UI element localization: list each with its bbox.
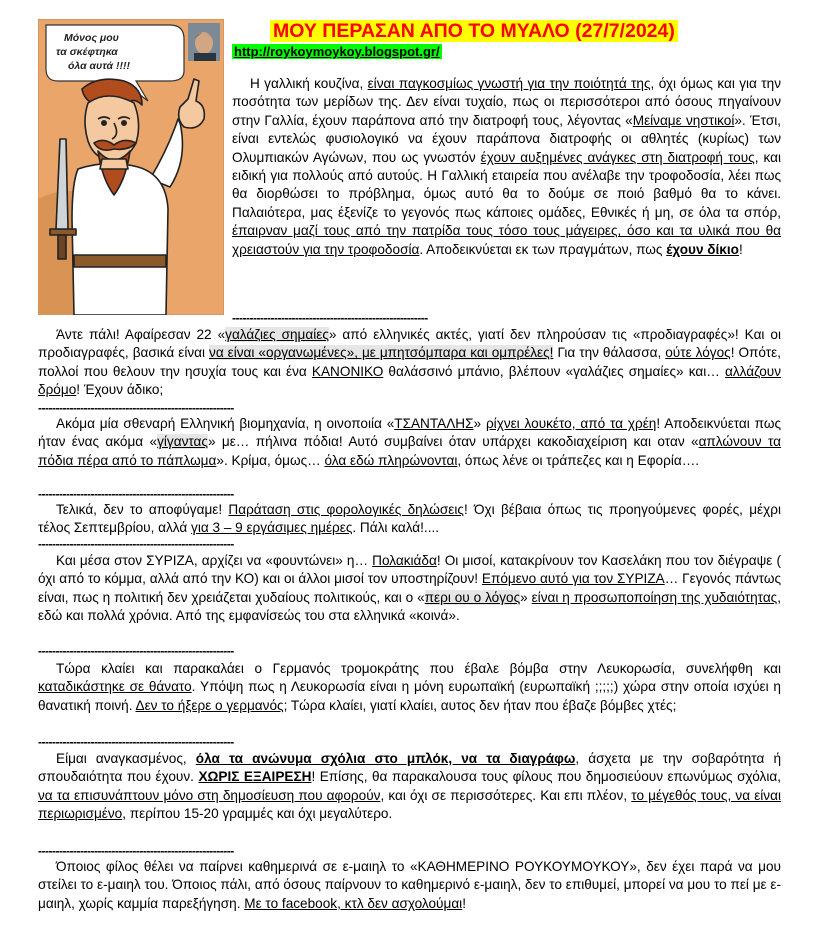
emphasized-text: ΧΩΡΙΣ ΕΞΑΙΡΕΣΗ	[198, 769, 312, 785]
separator-line: --------------------------------------------------------	[38, 645, 234, 657]
paragraph-text: Και μέσα στον ΣΥΡΙΖΑ, αρχίζει να «φουντώνει» η…	[56, 553, 373, 568]
emphasized-text: αλλάζουν δρόμο	[38, 363, 781, 398]
article-paragraph	[38, 326, 781, 400]
separator-line: --------------------------------------------------------	[38, 402, 234, 414]
paragraph-text: Τώρα κλαίει και παρακαλάει ο Γερμανός τρομοκράτης που έβαλε βόμβα στην Λευκορωσία, συνελήφθη και	[56, 661, 781, 676]
article-paragraph	[38, 750, 781, 824]
paragraph-text: ! Επίσης, θα παρακαλουσα τους φίλους που δημοσιεύουν επωνύμως σχόλια,	[311, 769, 782, 785]
emphasized-text: ΤΣΑΝΤΑΛΗΣ	[394, 416, 474, 431]
paragraph-text: , άσχετα με την σοβαρότητα ή σπουδαιότητα που έχουν.	[38, 751, 781, 785]
paragraph-text: . Πάλι καλά!....	[352, 520, 440, 536]
separator-line: --------------------------------------------------------	[38, 538, 234, 550]
separator-line: --------------------------------------------------------	[38, 488, 234, 500]
paragraph-text: , όχι όμως και για την ποσότητα των μερίδων της. Δεν είναι τυχαίο, πως οι περισσότεροι από όσους πηγαίνουν στην Γαλλία, έχουν παράπονα από την διατροφή τους, λέγοντας «	[232, 76, 781, 128]
emphasized-text: απλώνουν τα πόδια πέρα από το πάπλωμα	[38, 434, 782, 468]
paragraph-text: ! Έχουν άδικο;	[76, 382, 164, 398]
paragraph-text: ! Αποδεικνύεται πως ήταν ένας ακόμα «	[38, 416, 782, 450]
paragraph-text: , και όχι σε περισσότερες. Και επι πλέον,	[380, 787, 632, 803]
emphasized-text: είναι παγκοσμίως γνωστή για την ποιότητά της	[367, 76, 651, 91]
separator-line: --------------------------------------------------------	[38, 845, 234, 857]
speech-line-1: Μόνος μου	[64, 32, 119, 44]
cartoon-illustration	[38, 19, 224, 315]
paragraph-text: !	[738, 241, 743, 257]
author-photo	[188, 23, 220, 61]
paragraph-text: ! Όχι βέβαια όπως τις προηγούμενες φορές, μέχρι τέλος Σεπτεμβρίου, αλλά	[38, 502, 781, 536]
emphasized-text: Επόμενο αυτό για τον ΣΥΡΙΖΑ	[481, 571, 665, 587]
emphasized-text: Πολακιάδα	[372, 553, 437, 568]
emphasized-text: ΚΑΝΟΝΙΚΟ	[311, 363, 384, 379]
paragraph-text: »	[473, 416, 486, 431]
paragraph-text: »	[520, 589, 532, 605]
emphasized-text: Παράταση στις φορολογικές δηλώσεις	[228, 502, 464, 517]
emphasized-text: να είναι «οργανωμένες», με μπητσόμπαρα και ομπρέλες!	[209, 345, 554, 361]
emphasized-text: Δεν το ήξερε ο γερμανός	[135, 697, 284, 713]
paragraph-text: Είμαι αναγκασμένος,	[56, 751, 196, 766]
emphasized-text: καταδικάστηκε σε θάνατο	[38, 679, 192, 695]
article-paragraph	[38, 858, 781, 913]
article-paragraph	[38, 415, 781, 470]
paragraph-text: ». Κρίμα, όμως…	[216, 452, 325, 468]
paragraph-text: Η γαλλική κουζίνα,	[250, 76, 368, 91]
blog-link[interactable]: http://roykoymoykoy.blogspot.gr/	[234, 44, 440, 59]
paragraph-text: , και ειδική για πολλούς από αυτούς. Η Γαλλική εταιρεία που ανέλαβε την τροφοδοσία, λέει πως θα διορθώσει το πρόβλημα, όμως αυτό θα το δούμε σε ποιό βαθμό θα το κάνει. Παλαιότερα, μας έξενίζε το γεγονός πως κάποιες ομάδες, Εθνικές ή μη, σε όλα τα σπόρ,	[232, 149, 781, 220]
paragraph-text: » με… πήλινα πόδια! Αυτό συμβαίνει όταν υπάρχει κακοδιαχείριση και οταν «	[207, 434, 699, 450]
separator-line: --------------------------------------------------------	[38, 736, 234, 748]
emphasized-text: όλα εδώ πληρώνονται	[324, 452, 458, 468]
paragraph-text: , εδώ και πολλά χρόνια. Από της εμφανίσεώς του στα ελληνικά «κοινά».	[38, 589, 782, 624]
speech-line-3: όλα αυτά !!!!	[68, 60, 130, 72]
emphasized-text: έχουν αυξημένες ανάγκες στη διατροφή τους	[480, 149, 755, 165]
paragraph-text: Όποιος φίλος θέλει να παίρνει καθημερινά σε ε-μαιηλ το «ΚΑΘΗΜΕΡΙΝΟ ΡΟΥΚΟΥΜΟΥΚΟΥ», δεν έχει παρά να μου στείλει το ε-μαιηλ του. Όποιος πάλι, από όσους παίρνουν το καθημερινό ε-μαιηλ, δεν το επιθυμεί, μπορεί να μου το πεί με ε-μαιηλ, χωρίς καμμία παρεξήγηση.	[38, 859, 781, 911]
paragraph-text: θαλάσσινό μπάνιο, βλέπουν «γαλάζιες σημαίες» και…	[383, 363, 726, 379]
header	[232, 20, 792, 61]
paragraph-text: » από ελληνικές ακτές, γιατί δεν πληρούσαν τις «προδιαγραφές»! Και οι προδιαγραφές, βασικά είναι	[38, 327, 781, 361]
paragraph-text: . Αποδεικνύεται εκ των πραγμάτων, πως	[419, 241, 667, 257]
paragraph-text: Για την θάλασσα,	[553, 345, 666, 361]
paragraph-text: ! Οι μισοί, κατακρίνουν τον Κασελάκη που τον διέγραψε ( όχι από το κόμμα, αλλά από την ΚΟ) και οι άλλοι μισοί τον υποστηρίζουν!	[38, 553, 781, 587]
emphasized-text: για 3 – 9 εργάσιμες ημέρες	[191, 520, 353, 536]
emphasized-text: γαλάζιες σημαίες	[225, 327, 329, 342]
emphasized-text: να τα επισυνάπτουν μόνο στη δημοσίευση που αφορούν	[38, 787, 381, 803]
paragraph-text: ; Τώρα κλαίει, γιατί κλαίει, αυτος δεν ήταν που έβαζε βόμβες χτές;	[283, 697, 677, 713]
paragraph-text: , περίπου 15-20 γραμμές και όχι μεγαλύτερο.	[122, 806, 393, 822]
paragraph-text: ». Έτσι, είναι εντελώς φυσιολογικό να έχουν παράπονα διατροφής οι αθλητές (κυρίως) των Ολυμπιακών Αγώνων, που ως γνωστόν	[232, 112, 782, 165]
emphasized-text: ούτε λόγος	[665, 345, 731, 361]
emphasized-text: έπαιρναν μαζί τους από την πατρίδα τους τόσο τους μάγειρες, όσο και τα υλικά που θα χρειαστούν για την τροφοδοσία	[232, 223, 781, 257]
paragraph-text: Ακόμα μία σθεναρή Ελληνική βιομηχανία, η οινοποιία «	[56, 416, 395, 431]
paragraph-text: ! Οπότε, πολλοί που θελουν την ησυχία τους και ένα	[38, 345, 781, 379]
emphasized-text: όλα τα ανώνυμα σχόλια στο μπλόκ, να τα διαγράφω	[195, 751, 576, 766]
article-paragraph	[232, 75, 781, 259]
speech-line-2: τα σκέφτηκα	[56, 46, 118, 58]
emphasized-text: περι ου ο λόγος	[424, 589, 521, 605]
emphasized-text: Με το facebook, κτλ δεν ασχολούμαι	[244, 895, 463, 911]
paragraph-text: … Γεγονός πάντως είναι, πως η πολιτική δεν χρειάζεται χυδαίους πολιτικούς, και ο «	[38, 571, 782, 605]
emphasized-text: ρίχνει λουκέτο, από τα χρέη	[485, 416, 657, 431]
emphasized-text: το μέγεθός τους, να είναι περιωρισμένο	[38, 787, 781, 822]
article-paragraph	[38, 552, 781, 626]
paragraph-text: !	[462, 895, 466, 911]
paragraph-text: Άντε πάλι! Αφαίρεσαν 22 «	[56, 327, 226, 342]
emphasized-text: έχουν δίκιο	[666, 241, 739, 257]
emphasized-text: γίγαντας	[157, 434, 208, 450]
separator-line: --------------------------------------------------------	[232, 312, 428, 324]
emphasized-text: Μείναμε νηστικοί	[632, 112, 735, 128]
paragraph-text: . Υπόψη πως η Λευκορωσία είναι η μόνη ευρωπαϊκή (ευρωπαϊκή ;;;;;) χώρα στην οποία ισχύει η θανατική ποινή.	[38, 679, 781, 713]
article-paragraph	[38, 660, 781, 715]
emphasized-text: είναι η προσωποποίηση της χυδαιότητας	[531, 589, 778, 605]
article-paragraph	[38, 501, 781, 538]
paragraph-text: , όπως λένε οι τράπεζες και η Εφορία….	[457, 452, 700, 468]
paragraph-text: Τελικά, δεν το αποφύγαμε!	[56, 502, 229, 517]
page-title: ΜΟΥ ΠΕΡΑΣΑΝ ΑΠΟ ΤΟ ΜΥΑΛΟ (27/7/2024)	[270, 20, 678, 42]
